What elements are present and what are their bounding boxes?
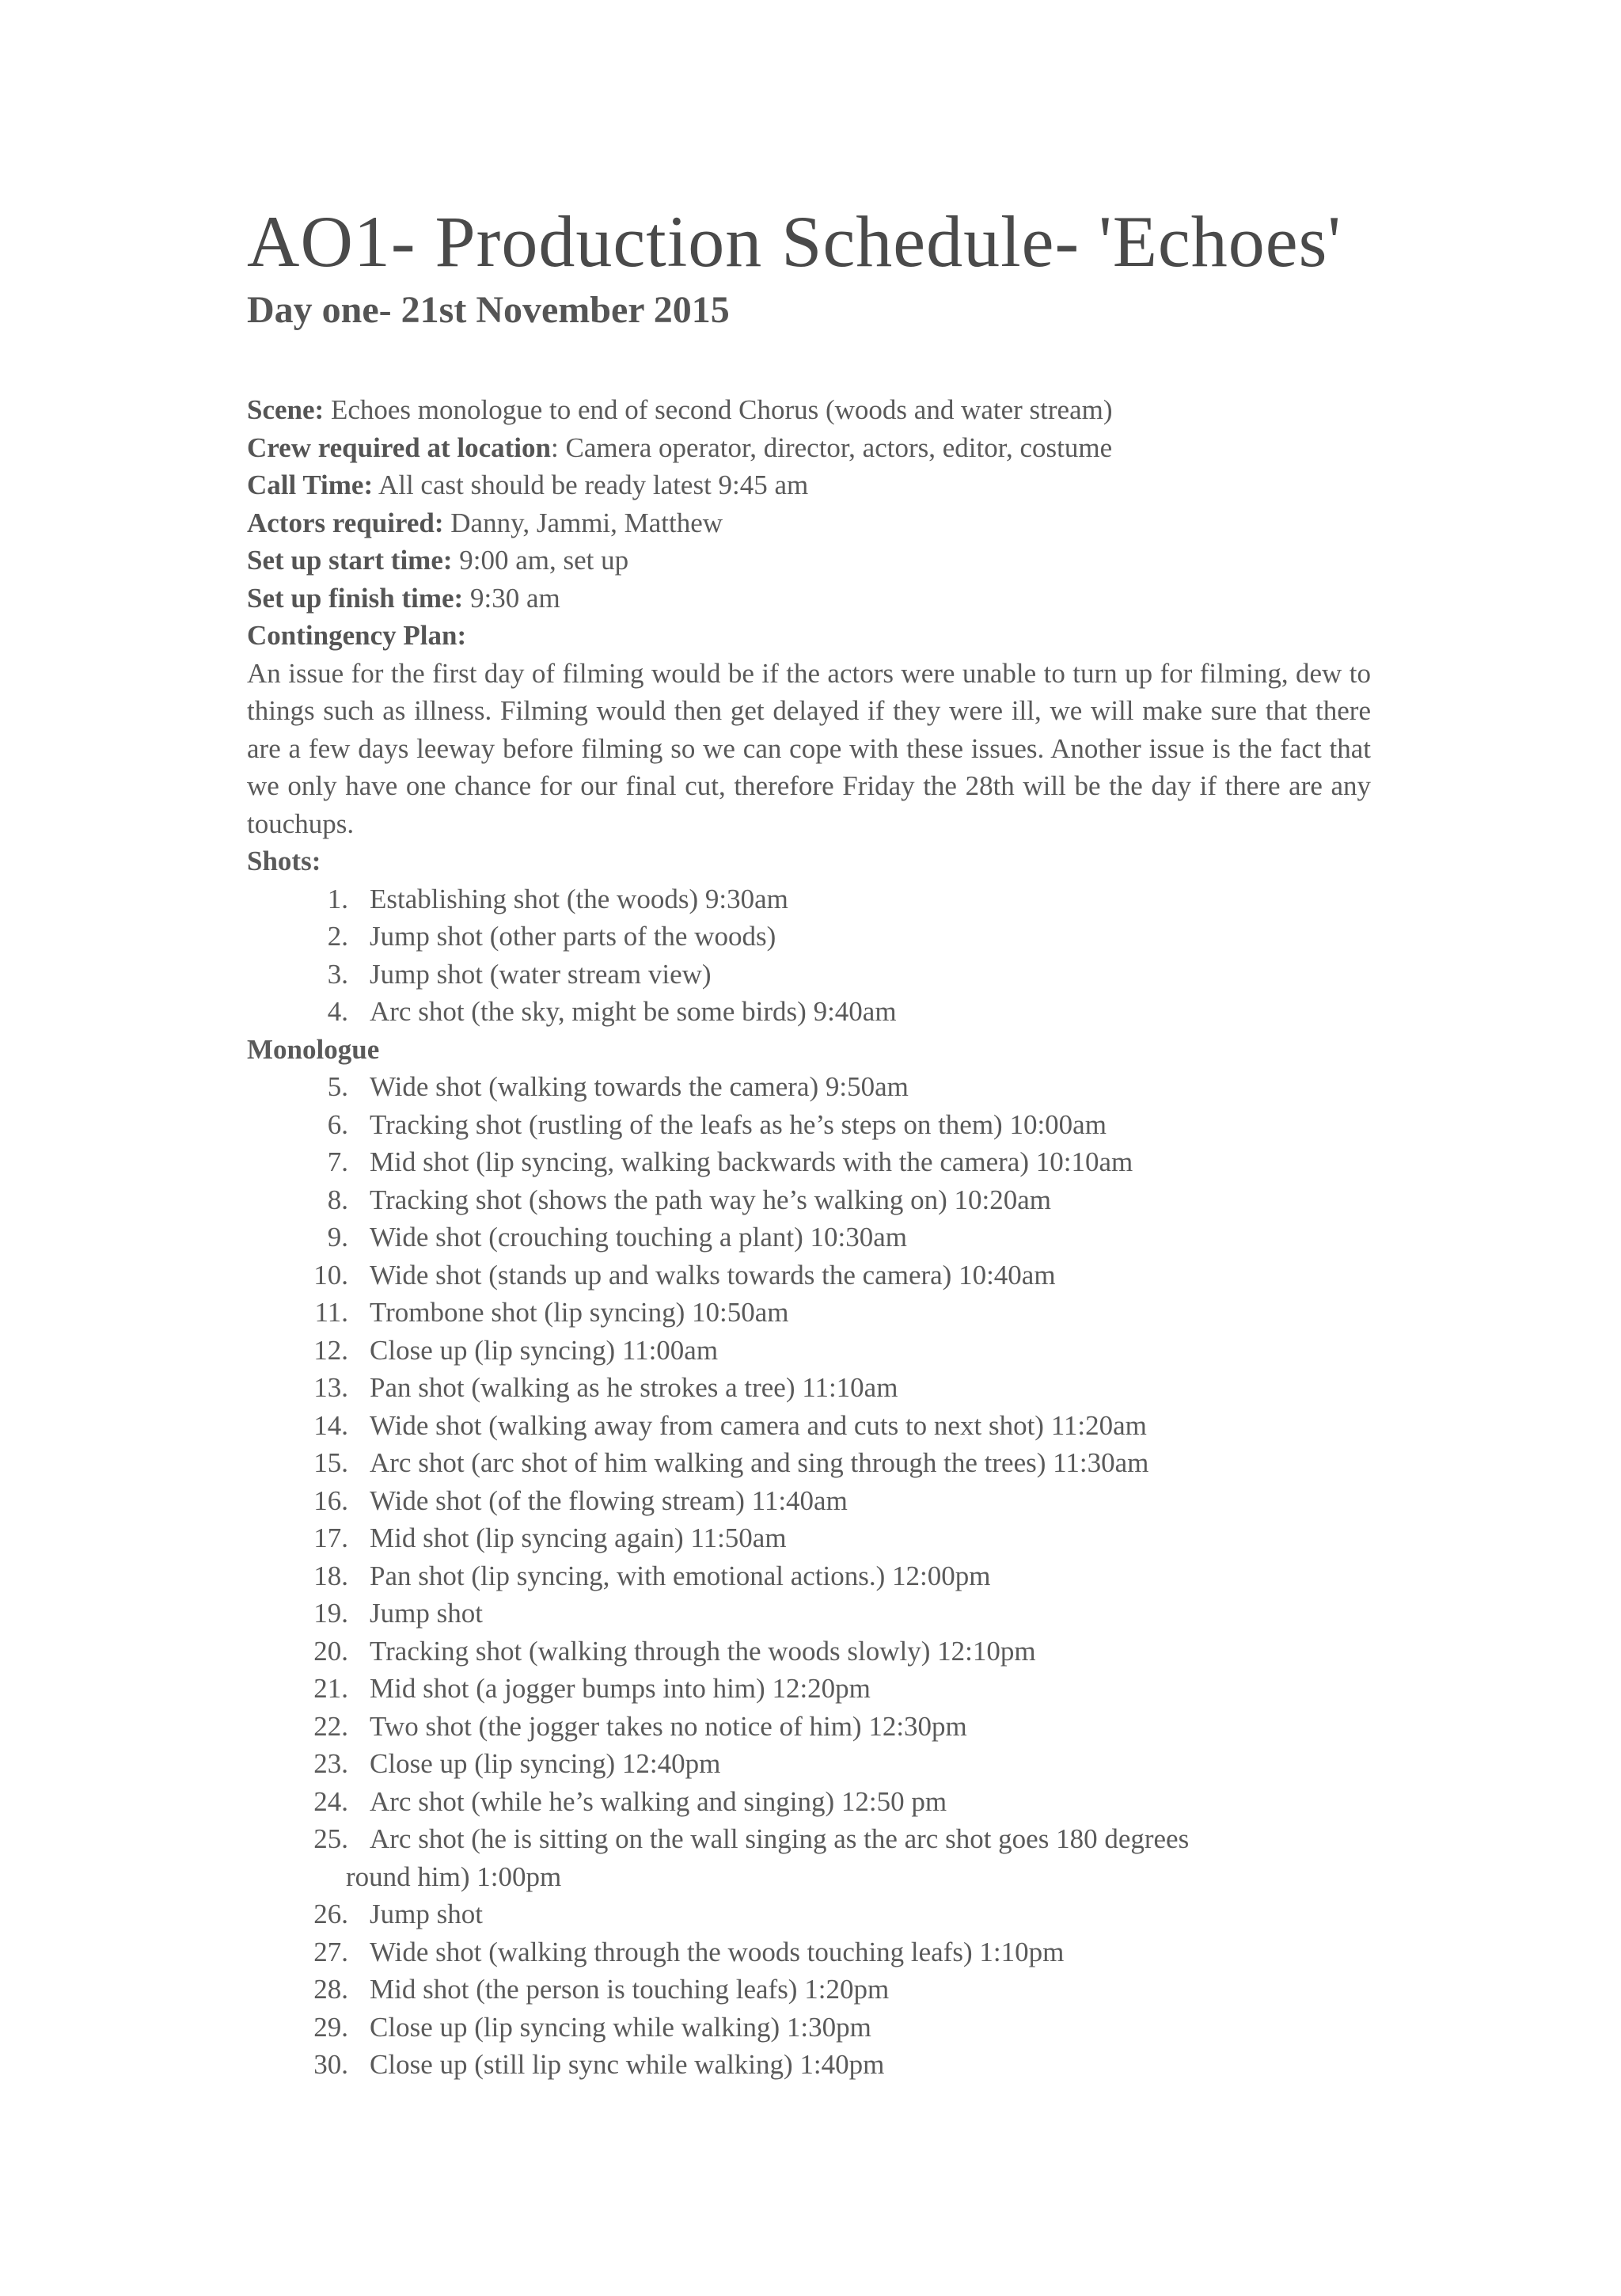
- list-item: [247, 1783, 1371, 1821]
- field-setup-start: [247, 542, 1371, 580]
- field-contingency: [247, 617, 1371, 655]
- list-item: [247, 2009, 1371, 2047]
- shot-description: [346, 1820, 1367, 1895]
- field-value: : Camera operator, director, actors, editor, costume: [551, 431, 1113, 463]
- shot-number: 21.: [313, 1673, 348, 1704]
- shot-description: Wide shot (crouching touching a plant) 10:30am: [370, 1222, 907, 1253]
- list-item: [247, 1971, 1371, 2009]
- field-call-time: [247, 466, 1371, 504]
- list-item: [247, 1933, 1371, 1971]
- shot-description: Mid shot (lip syncing, walking backwards with the camera) 10:10am: [370, 1146, 1133, 1177]
- shot-description: Jump shot (other parts of the woods): [370, 921, 776, 952]
- list-item: [247, 1294, 1371, 1332]
- list-item: [247, 1256, 1371, 1294]
- field-label: Contingency Plan:: [247, 620, 467, 651]
- list-item: [247, 1181, 1371, 1219]
- field-setup-finish: [247, 580, 1371, 618]
- list-item: [247, 1332, 1371, 1370]
- field-label: Call Time:: [247, 469, 374, 500]
- shot-description: Jump shot (water stream view): [370, 958, 712, 990]
- list-item: [247, 880, 1371, 918]
- field-value: Danny, Jammi, Matthew: [443, 507, 723, 538]
- shot-description: Two shot (the jogger takes no notice of him) 12:30pm: [370, 1710, 967, 1742]
- shot-number: 9.: [327, 1222, 348, 1253]
- shot-description: Arc shot (the sky, might be some birds) 9:40am: [370, 996, 897, 1027]
- shot-description: Jump shot: [370, 1899, 483, 1929]
- shot-description: Pan shot (walking as he strokes a tree) 11:10am: [370, 1372, 898, 1403]
- list-item: [247, 1595, 1371, 1633]
- list-item: [247, 1745, 1371, 1783]
- field-value: All cast should be ready latest 9:45 am: [373, 469, 809, 500]
- field-list: [247, 391, 1371, 655]
- shot-number: 28.: [313, 1974, 348, 2005]
- list-item: [247, 1633, 1371, 1671]
- field-value: 9:00 am, set up: [452, 545, 629, 576]
- list-item: [247, 1068, 1371, 1106]
- shot-number: 30.: [313, 2049, 348, 2080]
- list-item: [247, 956, 1371, 994]
- shot-list-opening: [247, 880, 1371, 1031]
- shot-number: 5.: [327, 1071, 348, 1102]
- field-label: Set up start time:: [247, 545, 453, 576]
- shot-description: Wide shot (stands up and walks towards the camera) 10:40am: [370, 1259, 1056, 1291]
- shot-number: 12.: [313, 1334, 348, 1366]
- list-item: [247, 1482, 1371, 1520]
- shot-description: Establishing shot (the woods) 9:30am: [370, 883, 788, 914]
- shot-number: 16.: [313, 1484, 348, 1516]
- list-item: [247, 918, 1371, 956]
- document-title: AO1- Production Schedule- 'Echoes': [247, 201, 1342, 282]
- shots-heading: Shots:: [247, 846, 321, 876]
- list-item: [247, 1407, 1371, 1445]
- list-item: [247, 1218, 1371, 1256]
- shot-number: 17.: [313, 1522, 348, 1553]
- shot-list-monologue: [247, 1068, 1371, 2084]
- list-item: [247, 1557, 1371, 1595]
- shot-number: 27.: [313, 1936, 348, 1967]
- shot-description: Arc shot (while he’s walking and singing) 12:50 pm: [370, 1785, 947, 1817]
- list-item: [247, 1519, 1371, 1557]
- shot-number: 15.: [313, 1447, 348, 1478]
- field-scene: [247, 391, 1371, 429]
- shot-description: Mid shot (a jogger bumps into him) 12:20pm: [370, 1673, 871, 1704]
- shot-number: 13.: [313, 1372, 348, 1403]
- shot-description: Mid shot (the person is touching leafs) 1:20pm: [370, 1974, 890, 2005]
- shot-number: 24.: [313, 1785, 348, 1817]
- shot-number: 14.: [313, 1409, 348, 1441]
- shot-description-line: Arc shot (he is sitting on the wall singing as the arc shot goes 180 degrees: [370, 1823, 1190, 1854]
- shot-number: 10.: [313, 1259, 348, 1291]
- list-item: [247, 993, 1371, 1031]
- shot-number: 7.: [327, 1146, 348, 1177]
- list-item: [247, 1369, 1371, 1407]
- list-item: [247, 2046, 1371, 2084]
- list-item: [247, 1895, 1371, 1933]
- shot-description: Arc shot (arc shot of him walking and sing through the trees) 11:30am: [370, 1447, 1149, 1478]
- shot-description: Wide shot (walking away from camera and cuts to next shot) 11:20am: [370, 1409, 1147, 1441]
- list-item: [247, 1820, 1371, 1895]
- list-item: [247, 1670, 1371, 1708]
- shot-number: 23.: [313, 1748, 348, 1779]
- shot-description: Close up (lip syncing while walking) 1:30pm: [370, 2011, 871, 2043]
- shot-number: 1.: [327, 883, 348, 914]
- shot-number: 6.: [327, 1108, 348, 1140]
- shot-description: Wide shot (of the flowing stream) 11:40am: [370, 1484, 848, 1516]
- shot-description: Close up (lip syncing) 11:00am: [370, 1334, 719, 1366]
- shot-number: 8.: [327, 1184, 348, 1215]
- shot-number: 11.: [314, 1297, 348, 1328]
- shot-number: 26.: [313, 1899, 348, 1929]
- field-label: Actors required:: [247, 507, 444, 538]
- field-label: Set up finish time:: [247, 582, 464, 614]
- shot-number: 25.: [313, 1823, 348, 1854]
- monologue-heading: Monologue: [247, 1033, 380, 1065]
- field-value: 9:30 am: [463, 582, 560, 614]
- document-page: [247, 198, 1371, 2084]
- shot-description: Tracking shot (rustling of the leafs as he’s steps on them) 10:00am: [370, 1108, 1107, 1140]
- shot-description-line: round him) 1:00pm: [346, 1861, 562, 1892]
- field-actors: [247, 504, 1371, 542]
- shot-number: 20.: [313, 1635, 348, 1667]
- shot-number: 3.: [327, 958, 348, 990]
- list-item: [247, 1708, 1371, 1746]
- shot-number: 22.: [313, 1710, 348, 1742]
- field-label: Scene:: [247, 394, 325, 425]
- shot-description: Close up (still lip sync while walking) 1:40pm: [370, 2049, 885, 2080]
- shot-number: 4.: [327, 996, 348, 1027]
- shot-description: Wide shot (walking through the woods touching leafs) 1:10pm: [370, 1936, 1065, 1967]
- shot-description: Trombone shot (lip syncing) 10:50am: [370, 1297, 789, 1328]
- field-value: Echoes monologue to end of second Chorus (woods and water stream): [324, 394, 1113, 425]
- shot-description: Wide shot (walking towards the camera) 9:50am: [370, 1071, 909, 1102]
- shot-description: Tracking shot (shows the path way he’s walking on) 10:20am: [370, 1184, 1051, 1215]
- list-item: [247, 1143, 1371, 1181]
- field-label: Crew required at location: [247, 431, 551, 463]
- shot-description: Close up (lip syncing) 12:40pm: [370, 1748, 721, 1779]
- list-item: [247, 1444, 1371, 1482]
- list-item: [247, 1106, 1371, 1144]
- shot-description: Jump shot: [370, 1598, 483, 1629]
- shot-number: 2.: [327, 921, 348, 952]
- document-subtitle: Day one- 21st November 2015: [247, 289, 730, 331]
- contingency-plan-text: An issue for the first day of filming would be if the actors were unable to turn up for filming, dew to things such as illness. Filming would then get delayed if they were ill, we will make sure that there are a few days leeway before filming so we can cope with these issues. Another issue is the fact that we only have one chance for our final cut, therefore Friday the 28th will be the day if there are any touchups.: [247, 657, 1371, 839]
- shot-description: Mid shot (lip syncing again) 11:50am: [370, 1522, 787, 1553]
- shot-number: 19.: [313, 1598, 348, 1629]
- shot-number: 18.: [313, 1560, 348, 1591]
- shot-description: Pan shot (lip syncing, with emotional actions.) 12:00pm: [370, 1560, 991, 1591]
- shot-number: 29.: [313, 2011, 348, 2043]
- shot-description: Tracking shot (walking through the woods slowly) 12:10pm: [370, 1635, 1036, 1667]
- field-crew: [247, 429, 1371, 467]
